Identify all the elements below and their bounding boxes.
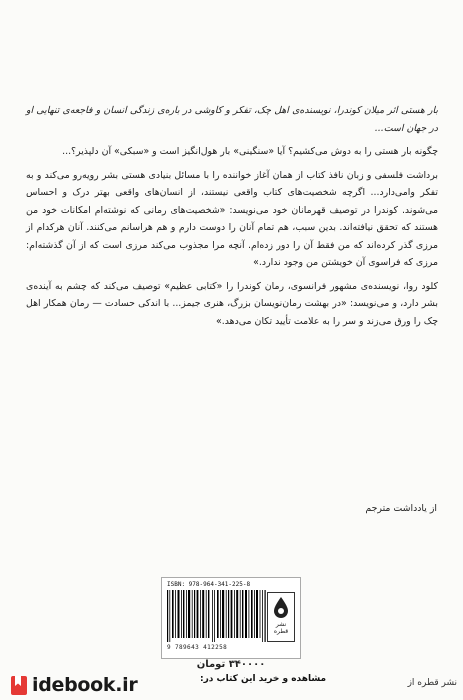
publisher-logo — [267, 592, 295, 642]
drop-icon — [272, 596, 290, 618]
price-label: ۳۴۰۰۰۰ تومان — [196, 659, 266, 670]
isbn-label: ISBN: 978-964-341-225-8 — [167, 581, 251, 588]
barcode-panel — [161, 577, 301, 659]
watermark-logo — [8, 672, 137, 698]
barcode-icon — [167, 590, 267, 642]
paragraph-question: چگونه بار هستی را به دوش می‌کشیم؟ آیا «سنگینی» بار هول‌انگیز است و «سبکی» آن دلپذیر؟... — [62, 146, 438, 157]
paragraph-review: کلود روا، نویسنده‌ی مشهور فرانسوی، رمان کوندرا را «کتابی عظیم» توصیف می‌کند که چشم به آینده‌ی بشر دارد، و می‌نویسد: «در بهشت رمان‌نویسان بزرگ، هنری جیمز... با اندکی حسادت — رمان همکار اهل چک را ورق می‌زند و سر را به علامت تأیید تکان می‌دهد.» — [26, 280, 438, 327]
publisher-logo-label: نشر قطره — [273, 621, 289, 635]
back-cover-text — [26, 102, 438, 336]
paragraph-author-quote: برداشت فلسفی و زبان نافذ کتاب از همان آغاز خواننده را با مسائل بنیادی هستی بشر رویه‌رو می‌کند و به تفکر وامی‌دارد... اگرچه شخصیت‌های کتاب واقعی نیستند، از انسان‌های واقعی بهتر درک و احساس می‌شوند. کوندرا در توصیف قهرمانان خود می‌نویسد: «شخصیت‌های رمانی که نوشته‌ام امکانات خود من هستند که تحقق نیافته‌اند. بدین سبب، هم تمام آنان را دوست دارم و هم هراسانم می‌کنند. آنان هرکدام از مرزی گذر کرده‌اند که من فقط آن را دور زده‌ام. آنچه مرا مجذوب می‌کند مرزی است که از آن گذشته‌ام: مرزی که فراسوی آن خویشتن من وجود ندارد.» — [26, 169, 438, 268]
watermark-promo: مشاهده و خرید این کتاب در: — [200, 674, 327, 684]
watermark-publisher: نشر قطره از — [407, 678, 457, 688]
watermark-brand: idebook.ir — [32, 674, 138, 696]
idebook-bookmark-icon — [8, 674, 30, 696]
paragraph-intro: بار هستی اثر میلان کوندرا، نویسنده‌ی اهل چک، تفکر و کاوشی در باره‌ی زندگی انسان و فاجعه‌ی تنهایی او در جهان است... — [26, 105, 438, 134]
barcode-digits: 9 789643 412258 — [167, 644, 228, 651]
translator-credit: از یادداشت مترجم — [365, 503, 437, 514]
watermark-bar — [0, 672, 463, 700]
